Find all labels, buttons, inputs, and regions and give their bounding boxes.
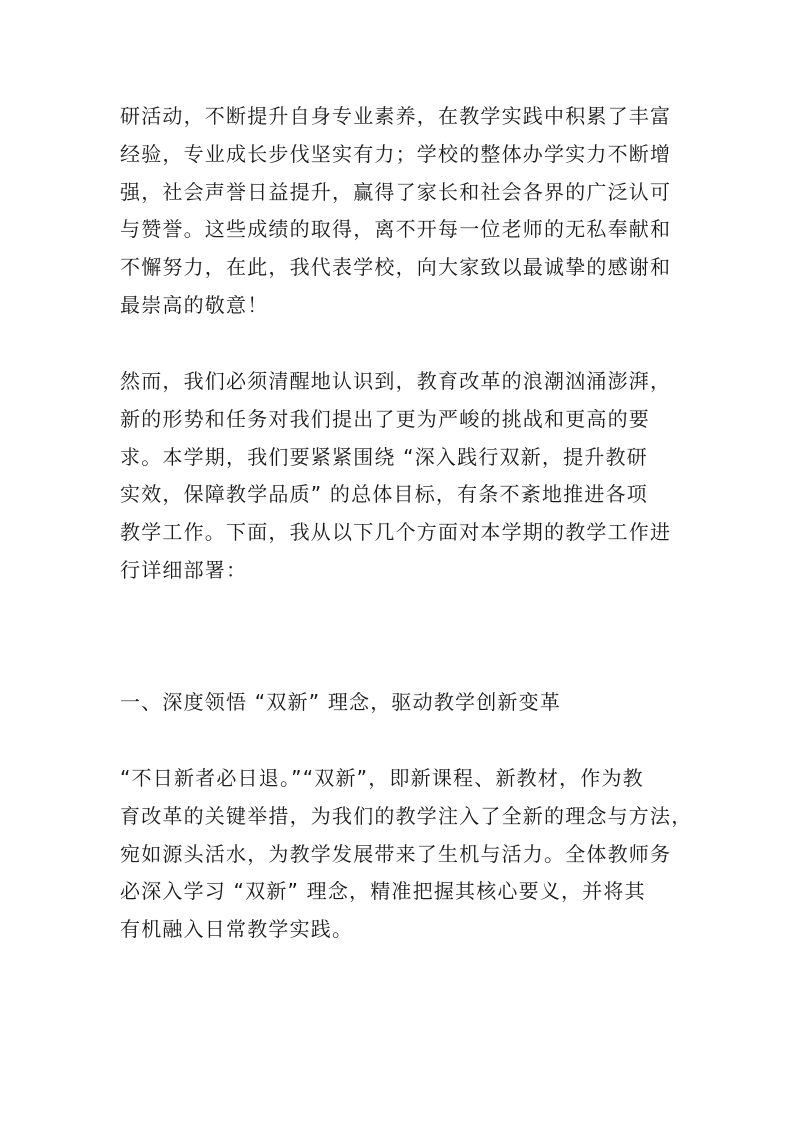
- text-line: 必深入学习 “双新” 理念，精准把握其核心要义，并将其: [120, 879, 646, 904]
- text-line: 有机融入日常教学实践。: [120, 917, 354, 942]
- text-line: 行详细部署：: [120, 557, 248, 582]
- text-line: 实效，保障教学品质” 的总体目标，有条不紊地推进各项: [120, 482, 648, 507]
- text-line: 求。本学期，我们要紧紧围绕 “深入践行双新，提升教研: [120, 444, 648, 469]
- text-line: 新的形势和任务对我们提出了更为严峻的挑战和更高的要: [120, 406, 650, 431]
- text-line: 教学工作。下面，我从以下几个方面对本学期的教学工作进: [120, 520, 672, 545]
- section-heading: [120, 684, 720, 722]
- text-line: 研活动，不断提升自身专业素养，在教学实践中积累了丰富: [120, 104, 672, 128]
- text-line: 经验，专业成长步伐坚实有力；学校的整体办学实力不断增: [120, 141, 672, 166]
- text-line: 育改革的关键举措，为我们的教学注入了全新的理念与方法，: [120, 803, 693, 828]
- paragraph-challenges: [120, 363, 720, 590]
- text-line: 强，社会声誉日益提升，赢得了家长和社会各界的广泛认可: [120, 179, 672, 204]
- paragraph-double-new: [120, 760, 720, 949]
- text-line: 不懈努力，在此，我代表学校，向大家致以最诚挚的感谢和: [120, 255, 672, 280]
- heading-text: 一、深度领悟 “双新” 理念，驱动教学创新变革: [120, 690, 562, 714]
- text-line: 与赞誉。这些成绩的取得，离不开每一位老师的无私奉献和: [120, 217, 672, 242]
- text-line: 然而，我们必须清醒地认识到，教育改革的浪潮汹涌澎湃，: [120, 369, 672, 393]
- paragraph-gratitude: [120, 98, 720, 325]
- text-line: “不日新者必日退。”“双新”，即新课程、新教材，作为教: [120, 766, 644, 790]
- text-line: 宛如源头活水，为教学发展带来了生机与活力。全体教师务: [120, 841, 672, 866]
- text-line: 最崇高的敬意！: [120, 292, 269, 317]
